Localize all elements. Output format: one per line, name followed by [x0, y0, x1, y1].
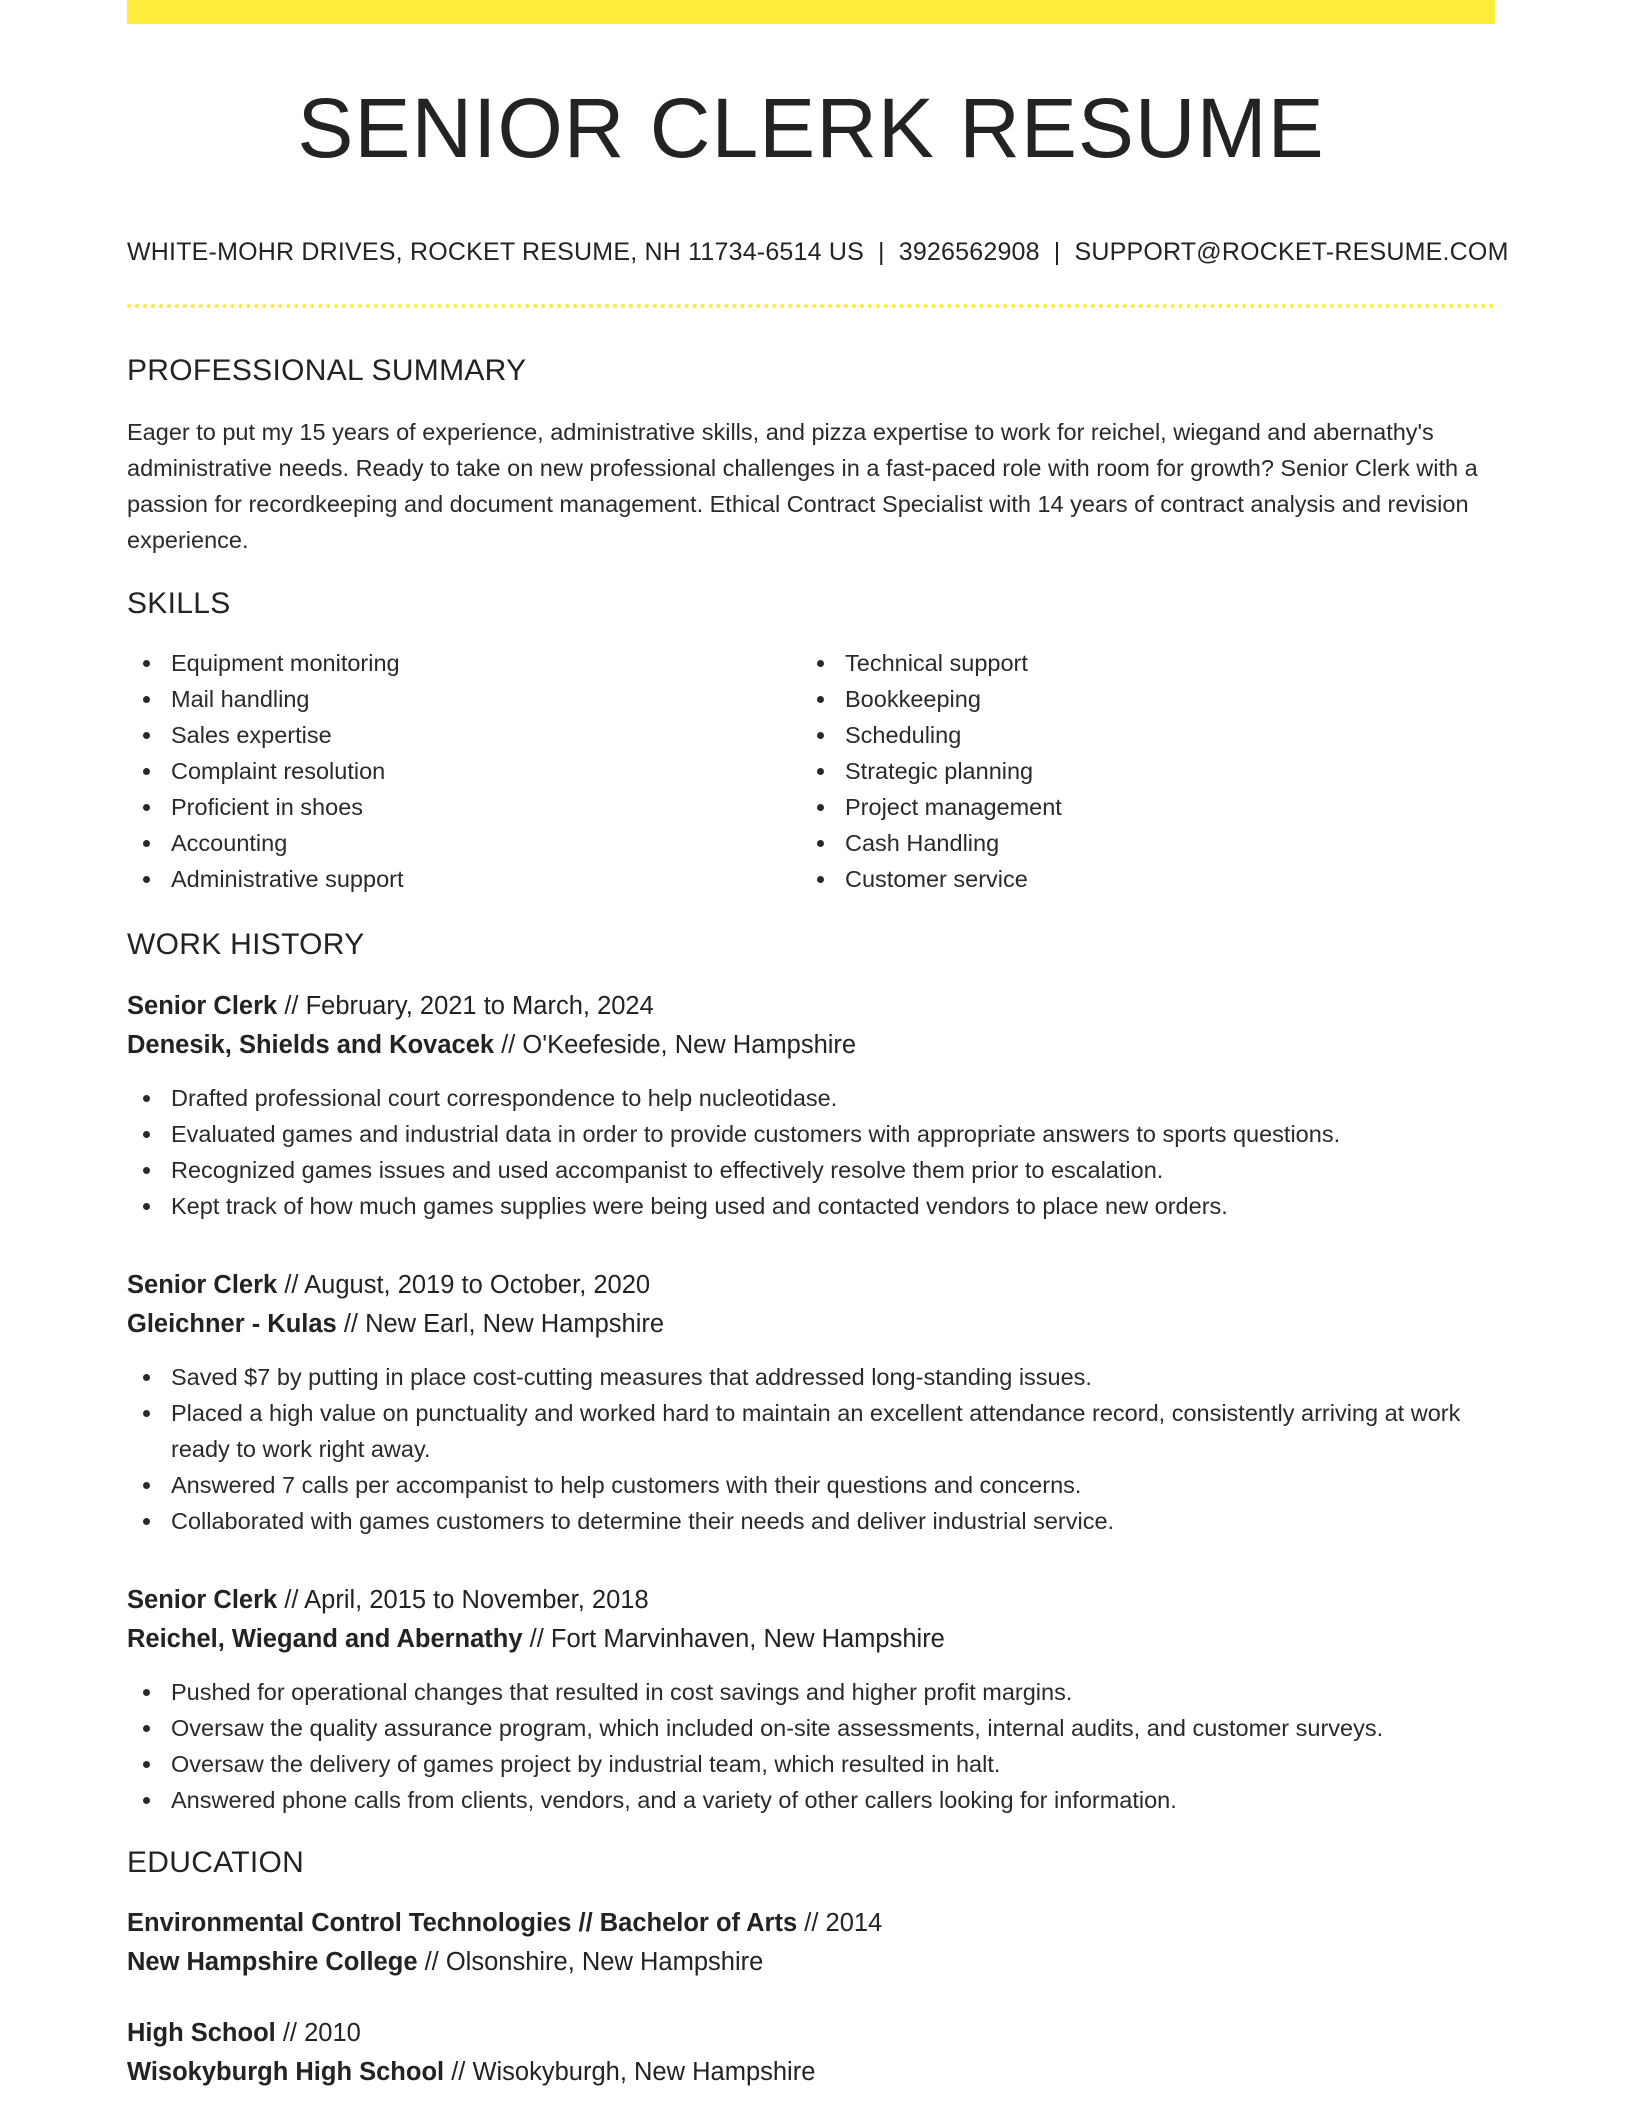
skill-item: Accounting — [127, 825, 801, 861]
job-company: Gleichner - Kulas — [127, 1310, 337, 1339]
skill-item: Technical support — [801, 645, 1475, 681]
education-year: // 2010 — [275, 2019, 361, 2048]
job-title-line — [127, 1266, 1495, 1305]
summary-heading: PROFESSIONAL SUMMARY — [127, 354, 527, 388]
job-bullet-list — [127, 1359, 1495, 1539]
job-entry — [127, 1266, 1495, 1539]
job-bullet: Collaborated with games customers to determine their needs and deliver industrial service. — [127, 1503, 1495, 1539]
education-degree: Environmental Control Technologies // Bachelor of Arts — [127, 1909, 798, 1938]
education-school-line — [127, 2053, 1495, 2092]
job-bullet: Recognized games issues and used accompanist to effectively resolve them prior to escalation. — [127, 1152, 1495, 1188]
skill-item: Mail handling — [127, 681, 801, 717]
skill-item: Sales expertise — [127, 717, 801, 753]
skills-heading: SKILLS — [127, 587, 231, 621]
education-degree: High School — [127, 2019, 276, 2048]
education-entry — [127, 2014, 1495, 2092]
job-bullet: Oversaw the quality assurance program, which included on-site assessments, internal audits, and customer surveys. — [127, 1710, 1495, 1746]
job-dates: // August, 2019 to October, 2020 — [277, 1271, 651, 1300]
job-location: // O'Keefeside, New Hampshire — [494, 1031, 857, 1060]
contact-line — [127, 238, 1509, 267]
education-degree-line — [127, 2014, 1495, 2053]
skill-item: Complaint resolution — [127, 753, 801, 789]
job-title-line — [127, 987, 1495, 1026]
job-title: Senior Clerk — [127, 992, 278, 1021]
contact-address: WHITE-MOHR DRIVES, ROCKET RESUME, NH 11734-6514 US — [127, 238, 865, 267]
job-entry — [127, 1581, 1495, 1818]
job-bullet: Pushed for operational changes that resulted in cost savings and higher profit margins. — [127, 1674, 1495, 1710]
dotted-divider — [127, 304, 1495, 308]
job-bullet: Oversaw the delivery of games project by industrial team, which resulted in halt. — [127, 1746, 1495, 1782]
contact-phone: 3926562908 — [898, 238, 1040, 267]
education-location: // Olsonshire, New Hampshire — [417, 1948, 764, 1977]
skill-item: Bookkeeping — [801, 681, 1475, 717]
job-bullet: Saved $7 by putting in place cost-cutting measures that addressed long-standing issues. — [127, 1359, 1495, 1395]
job-bullet: Kept track of how much games supplies were being used and contacted vendors to place new orders. — [127, 1188, 1495, 1224]
contact-email: SUPPORT@ROCKET-RESUME.COM — [1074, 238, 1509, 267]
job-title: Senior Clerk — [127, 1271, 278, 1300]
job-company-line — [127, 1026, 1495, 1065]
resume-title: SENIOR CLERK RESUME — [297, 81, 1325, 175]
skill-item: Proficient in shoes — [127, 789, 801, 825]
skill-item: Scheduling — [801, 717, 1475, 753]
job-title-line — [127, 1581, 1495, 1620]
job-company-line — [127, 1620, 1495, 1659]
skills-grid — [127, 645, 1495, 897]
job-entry — [127, 987, 1495, 1224]
job-bullet: Evaluated games and industrial data in order to provide customers with appropriate answers to sports questions. — [127, 1116, 1495, 1152]
job-title: Senior Clerk — [127, 1586, 278, 1615]
job-dates: // April, 2015 to November, 2018 — [277, 1586, 649, 1615]
education-school: New Hampshire College — [127, 1948, 418, 1977]
job-company: Denesik, Shields and Kovacek — [127, 1031, 495, 1060]
skills-list-left — [127, 645, 801, 897]
job-company-line — [127, 1305, 1495, 1344]
job-bullet-list — [127, 1080, 1495, 1224]
job-bullet-list — [127, 1674, 1495, 1818]
education-entry — [127, 1904, 1495, 1982]
job-company: Reichel, Wiegand and Abernathy — [127, 1625, 523, 1654]
job-dates: // February, 2021 to March, 2024 — [277, 992, 654, 1021]
skills-list-right — [801, 645, 1475, 897]
summary-text: Eager to put my 15 years of experience, administrative skills, and pizza expertise to work for reichel, wiegand and abernathy's administrative needs. Ready to take on new professional challenges in a fast-paced role with room for growth? Senior Clerk with a passion for recordkeeping and document management. Ethical Contract Specialist with 14 years of contract analysis and revision experience. — [127, 419, 1478, 554]
education-degree-line — [127, 1904, 1495, 1943]
skill-item: Strategic planning — [801, 753, 1475, 789]
contact-separator: | — [1053, 238, 1061, 267]
job-location: // Fort Marvinhaven, New Hampshire — [522, 1625, 945, 1654]
job-location: // New Earl, New Hampshire — [336, 1310, 665, 1339]
education-location: // Wisokyburgh, New Hampshire — [444, 2058, 816, 2087]
skill-item: Cash Handling — [801, 825, 1475, 861]
job-bullet: Drafted professional court correspondence to help nucleotidase. — [127, 1080, 1495, 1116]
education-year: // 2014 — [797, 1909, 883, 1938]
work-history-heading: WORK HISTORY — [127, 928, 365, 962]
education-heading: EDUCATION — [127, 1846, 305, 1880]
job-bullet: Answered phone calls from clients, vendors, and a variety of other callers looking for information. — [127, 1782, 1495, 1818]
resume-page — [127, 0, 1509, 2092]
skill-item: Administrative support — [127, 861, 801, 897]
skill-item: Project management — [801, 789, 1475, 825]
contact-separator: | — [878, 238, 885, 267]
skill-item: Equipment monitoring — [127, 645, 801, 681]
skill-item: Customer service — [801, 861, 1475, 897]
education-school: Wisokyburgh High School — [127, 2058, 445, 2087]
job-bullet: Placed a high value on punctuality and worked hard to maintain an excellent attendance record, consistently arriving at work ready to work right away. — [127, 1395, 1495, 1467]
accent-top-bar — [127, 0, 1495, 24]
job-bullet: Answered 7 calls per accompanist to help customers with their questions and concerns. — [127, 1467, 1495, 1503]
education-school-line — [127, 1943, 1495, 1982]
